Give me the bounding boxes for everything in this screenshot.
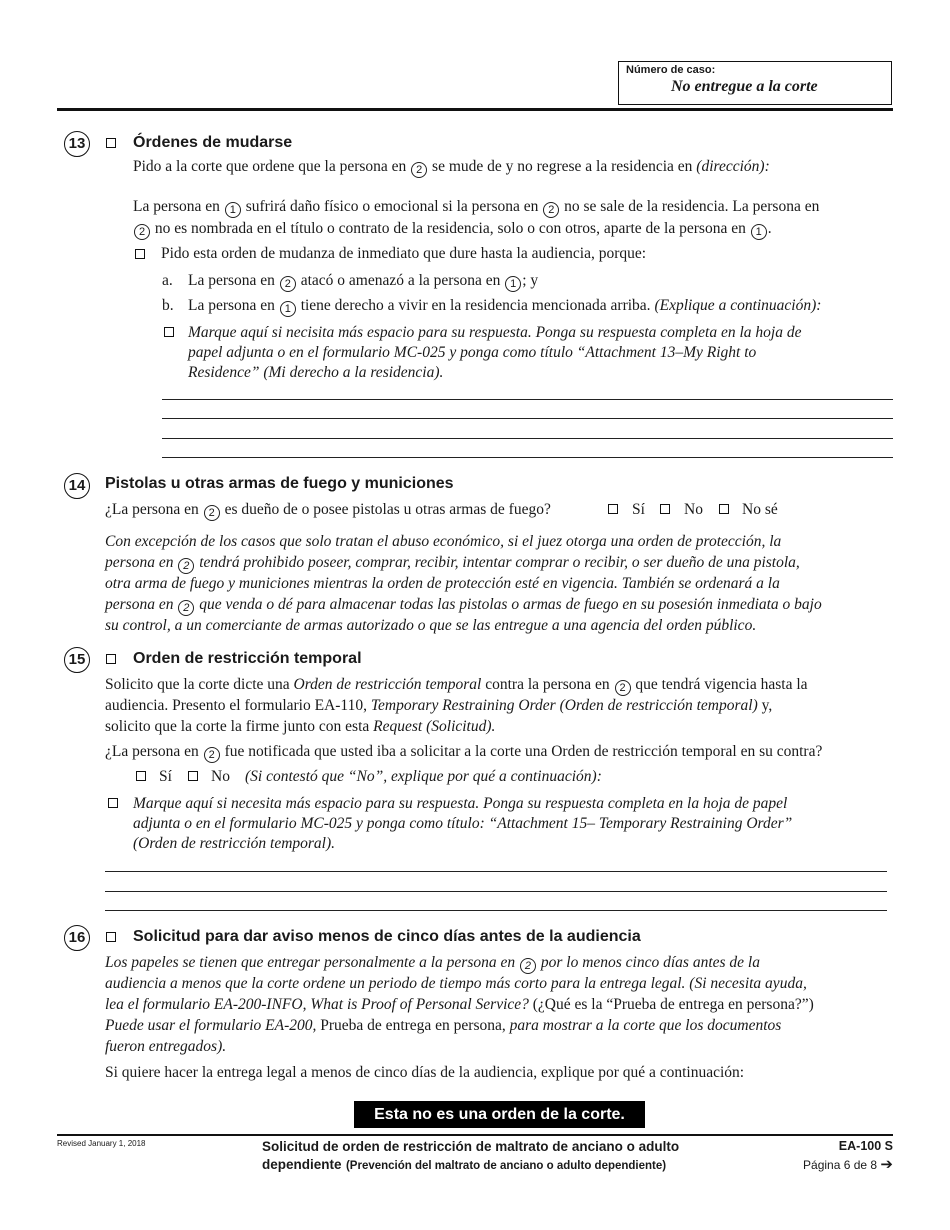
s13-paragraph-1: Pido a la corte que ordene que la persona en 2 se mude de y no regrese a la residencia en (dirección): (133, 158, 770, 176)
s13-immediate-text: Pido esta orden de mudanza de inmediato que dure hasta la audiencia, porque: (161, 245, 647, 262)
s14-yes-label: Sí (632, 501, 645, 518)
s16-line-3: lea el formulario EA-200-INFO, What is Proof of Personal Service? (¿Qué es la “Prueba de entrega en persona?”) (105, 996, 814, 1013)
header-rule (57, 108, 893, 111)
next-arrow-icon: ➔ (880, 1156, 893, 1173)
s15-more-space-checkbox[interactable] (108, 798, 118, 808)
s13-immediate-checkbox[interactable] (135, 249, 145, 259)
ref-2-circle: 2 (280, 276, 296, 292)
s15-no-label: No (211, 768, 230, 785)
revised-date: Revised January 1, 2018 (57, 1139, 146, 1148)
ref-1-circle: 1 (280, 301, 296, 317)
s13-answer-line[interactable] (162, 438, 893, 439)
s16-line-1: Los papeles se tienen que entregar personalmente a la persona en 2 por lo menos cinco días antes de la (105, 954, 760, 972)
footer-form-title-line-1: Solicitud de orden de restricción de maltrato de anciano o adulto (262, 1139, 680, 1154)
section-16-title: Solicitud para dar aviso menos de cinco días antes de la audiencia (133, 928, 641, 945)
s16-line-5: fueron entregados). (105, 1038, 227, 1055)
s15-line-2: audiencia. Presento el formulario EA-110, Temporary Restraining Order (Orden de restricción temporal) y, (105, 697, 773, 714)
s15-explain-label: (Si contestó que “No”, explique por qué a continuación): (245, 768, 602, 785)
section-13-number: 13 (64, 131, 90, 157)
section-16-checkbox[interactable] (106, 932, 116, 942)
s13-answer-line[interactable] (162, 399, 893, 400)
ref-2-circle: 2 (543, 202, 559, 218)
s13-paragraph-2-line-1: La persona en 1 sufrirá daño físico o emocional si la persona en 2 no se sale de la residencia. La persona en (133, 198, 820, 216)
ref-2-circle: 2 (520, 958, 536, 974)
ref-2-circle: 2 (178, 600, 194, 616)
ref-2-circle: 2 (134, 224, 150, 240)
s13-more-space-checkbox[interactable] (164, 327, 174, 337)
s14-dont-know-label: No sé (742, 501, 778, 518)
s15-answer-line[interactable] (105, 871, 887, 872)
ref-2-circle: 2 (204, 747, 220, 763)
s14-question: ¿La persona en 2 es dueño de o posee pistolas u otras armas de fuego? (105, 501, 551, 519)
case-number-box (618, 61, 892, 105)
s14-notice-line-1: Con excepción de los casos que solo tratan el abuso económico, si el juez otorga una orden de protección, la (105, 533, 782, 550)
section-14-number: 14 (64, 473, 90, 499)
ref-2-circle: 2 (615, 680, 631, 696)
footer-rule (57, 1134, 893, 1136)
section-15-checkbox[interactable] (106, 654, 116, 664)
s13-answer-line[interactable] (162, 457, 893, 458)
s13-more-space-line-2: papel adjunta o en el formulario MC-025 y ponga como título “Attachment 13–My Right to (188, 344, 757, 361)
ref-1-circle: 1 (505, 276, 521, 292)
s14-notice-line-5: su control, a un comerciante de armas autorizado o que se las entregue a una agencia del orden público. (105, 617, 757, 634)
s13-more-space-line-1: Marque aquí si necisita más espacio para su respuesta. Ponga su respuesta completa en la hoja de (188, 324, 802, 341)
s13-paragraph-2-line-2: 2 no es nombrada en el título o contrato de la residencia, solo o con otros, aparte de la persona en 1 . (133, 218, 772, 240)
s14-notice-line-4: persona en 2 que venda o dé para almacenar todas las pistolas o armas de fuego en su posesión inmediata o bajo (105, 596, 822, 614)
s14-dont-know-checkbox[interactable] (719, 504, 729, 514)
case-number-label: Número de caso: (626, 64, 716, 76)
s16-line-4: Puede usar el formulario EA-200, Prueba de entrega en persona, para mostrar a la corte que los documentos (105, 1017, 782, 1034)
page-number: Página 6 de 8 ➔ (803, 1156, 893, 1173)
s15-answer-line[interactable] (105, 891, 887, 892)
s14-no-label: No (684, 501, 703, 518)
form-number: EA-100 S (838, 1139, 893, 1153)
s14-no-checkbox[interactable] (660, 504, 670, 514)
s13-item-b: b. La persona en 1 tiene derecho a vivir en la residencia mencionada arriba. (Explique a continuación): (162, 297, 822, 315)
s14-yes-checkbox[interactable] (608, 504, 618, 514)
s13-item-a: a. La persona en 2 atacó o amenazó a la persona en 1 ; y (162, 272, 539, 290)
ref-2-circle: 2 (178, 558, 194, 574)
s15-more-space-line-2: adjunta o en el formulario MC-025 y ponga como título: “Attachment 15– Temporary Restraining Order” (133, 815, 793, 832)
s15-answer-line[interactable] (105, 910, 887, 911)
footer-form-title-line-2: dependiente (Prevención del maltrato de anciano o adulto dependiente) (262, 1157, 667, 1172)
s16-line-2: audiencia a menos que la corte ordene un periodo de tiempo más corto para la entrega legal. (Si necesita ayuda, (105, 975, 807, 992)
s13-answer-line[interactable] (162, 418, 893, 419)
section-15-number: 15 (64, 647, 90, 673)
ref-1-circle: 1 (225, 202, 241, 218)
s15-question: ¿La persona en 2 fue notificada que usted iba a solicitar a la corte una Orden de restricción temporal en su contra? (105, 743, 823, 761)
ref-1-circle: 1 (751, 224, 767, 240)
section-13-title: Órdenes de mudarse (133, 134, 293, 151)
s15-line-3: solicito que la corte la firme junto con esta Request (Solicitud). (105, 718, 496, 735)
s14-notice-line-3: otra arma de fuego y municiones mientras la orden de protección esté en vigencia. También se ordenará a la (105, 575, 780, 592)
section-13-checkbox[interactable] (106, 138, 116, 148)
s15-more-space-line-3: (Orden de restricción temporal). (133, 835, 336, 852)
s15-yes-label: Sí (159, 768, 172, 785)
section-16-number: 16 (64, 925, 90, 951)
s15-line-1: Solicito que la corte dicte una Orden de restricción temporal contra la persona en 2 que tendrá vigencia hasta la (105, 676, 808, 694)
section-14-title: Pistolas u otras armas de fuego y municiones (105, 475, 454, 492)
s16-line-6: Si quiere hacer la entrega legal a menos de cinco días de la audiencia, explique por qué a continuación: (105, 1064, 745, 1081)
not-court-order-banner: Esta no es una orden de la corte. (354, 1101, 645, 1128)
s15-no-checkbox[interactable] (188, 771, 198, 781)
s15-yes-checkbox[interactable] (136, 771, 146, 781)
s14-notice-line-2: persona en 2 tendrá prohibido poseer, comprar, recibir, intentar comprar o recibir, o ser dueño de una pistola, (105, 554, 800, 572)
section-15-title: Orden de restricción temporal (133, 650, 362, 667)
ref-2-circle: 2 (411, 162, 427, 178)
s15-more-space-line-1: Marque aquí si necesita más espacio para su respuesta. Ponga su respuesta completa en la hoja de papel (133, 795, 788, 812)
s13-more-space-line-3: Residence” (Mi derecho a la residencia). (188, 364, 444, 381)
case-number-value: No entregue a la corte (671, 78, 818, 95)
ref-2-circle: 2 (204, 505, 220, 521)
